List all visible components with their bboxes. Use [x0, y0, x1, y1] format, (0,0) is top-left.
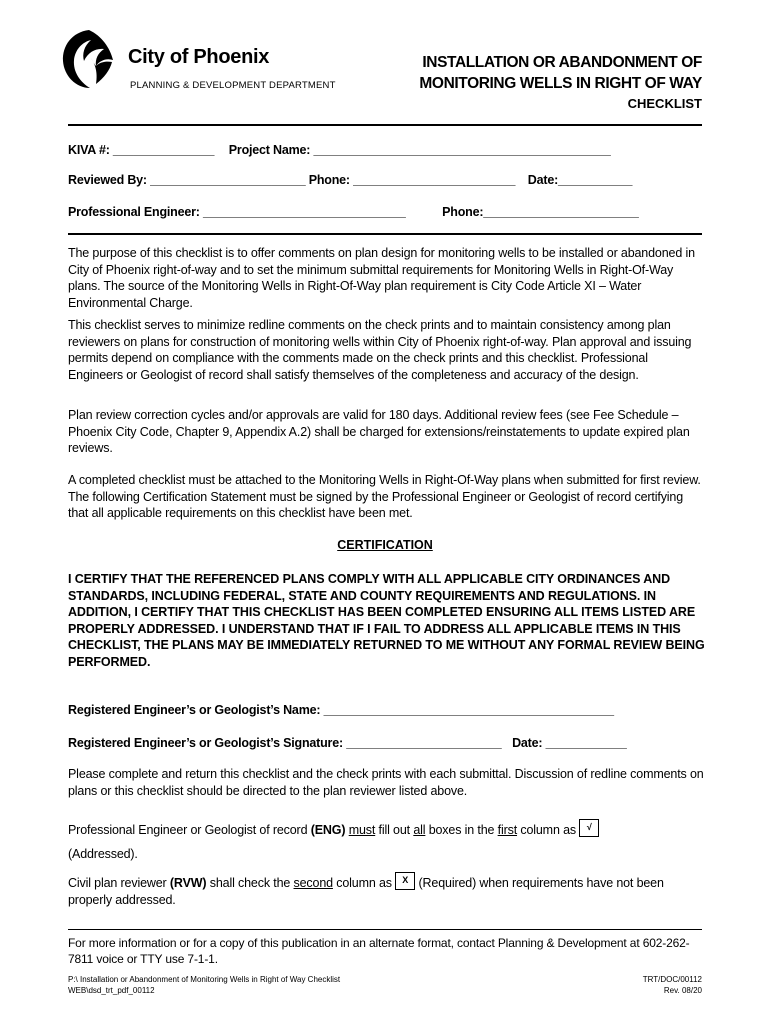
eng-text-3: boxes in the — [425, 823, 498, 837]
title-line-1: INSTALLATION OR ABANDONMENT OF — [422, 54, 702, 71]
eng-text: Professional Engineer or Geologist of record — [68, 823, 311, 837]
field-row-reviewed — [68, 173, 702, 187]
rvw-suffix: (Required) when requirements have not been properly addressed. — [68, 876, 664, 907]
document-title — [322, 52, 702, 94]
certification-statement: I CERTIFY THAT THE REFERENCED PLANS COMPLY WITH ALL APPLICABLE CITY ORDINANCES AND STANDARDS, INCLUDING FEDERAL, STATE AND COUNTY REQUIREMENTS AND REGULATIONS. IN ADDITION, I CERTIFY THAT THIS CHECKLIST HAS BEEN COMPLETED ENSURING ALL ITEMS LISTED ARE PROPERLY ADDRESSED. I UNDERSTAND THAT IF I FAIL TO ADDRESS ALL APPLICABLE ITEMS IN THIS CHECKLIST, THE PLANS MAY BE IMMEDIATELY RETURNED TO ME WITHOUT ANY FORMAL REVIEW BEING PERFORMED. — [68, 572, 705, 669]
phone-field-1[interactable]: Phone: ________________________ — [308, 173, 516, 187]
eng-suffix: (Addressed). — [68, 847, 138, 861]
dept-name: PLANNING & DEVELOPMENT DEPARTMENT — [130, 80, 336, 91]
certification-heading: CERTIFICATION — [337, 538, 433, 552]
engineer-name-field[interactable]: Registered Engineer’s or Geologist’s Name: ___________________________________________ — [68, 703, 614, 717]
signature-date-field[interactable]: Date: ____________ — [512, 736, 627, 750]
eng-first: first — [497, 823, 518, 837]
eng-text-4: column as — [517, 823, 580, 837]
attachment-paragraph: A completed checklist must be attached to the Monitoring Wells in Right-Of-Way plans when submitted for first review. The following Certification Statement must be signed by the Professional Engineer or Geologist of record certifying that all applicable requirements on this checklist have been met. — [68, 473, 701, 520]
rvw-text: Civil plan reviewer — [68, 876, 170, 890]
rvw-code: (RVW) — [169, 876, 207, 890]
date-field-1[interactable]: Date:___________ — [527, 173, 633, 187]
eng-must: must — [348, 823, 376, 837]
footer-rev: Rev. 08/20 — [663, 986, 702, 995]
required-checkbox-sample: X — [395, 872, 415, 890]
fields-divider — [68, 233, 702, 235]
rvw-text-3: column as — [332, 876, 396, 890]
title-line-2: MONITORING WELLS IN RIGHT OF WAY — [419, 75, 702, 92]
rvw-instructions — [68, 872, 704, 908]
footer-divider — [68, 929, 702, 930]
rvw-text-2: shall check the — [206, 876, 294, 890]
phoenix-bird-logo-icon — [60, 28, 118, 90]
kiva-field[interactable]: KIVA #: _______________ — [68, 143, 215, 157]
purpose-paragraph: The purpose of this checklist is to offer comments on plan design for monitoring wells to be installed or abandoned in City of Phoenix right-of-way and to set the minimum submittal requirements for Monitoring Wells in Right-Of-Way plans. The source of the Monitoring Wells in Right-Of-Way plan requirement is City Code Article XI – Water Environmental Charge. — [68, 246, 695, 310]
engineer-signature-field[interactable]: Registered Engineer’s or Geologist’s Signature: _______________________ — [68, 736, 502, 750]
footer-path: P:\ Installation or Abandonment of Monitoring Wells in Right of Way Checklist — [68, 975, 341, 984]
consistency-paragraph: This checklist serves to minimize redline comments on the check prints and to maintain consistency among plan reviewers on plans for construction of monitoring wells within City of Phoenix right-of-way. Plan approval and issuing permits depend on compliance with the comments made on the check prints and this checklist. Professional Engineers or Geologist of record shall satisfy themselves of the completeness and accuracy of the design. — [68, 318, 692, 382]
eng-all: all — [413, 823, 426, 837]
eng-text-2: fill out — [375, 823, 414, 837]
validity-paragraph: Plan review correction cycles and/or approvals are valid for 180 days. Additional review fees (see Fee Schedule – Phoenix City Code, Chapter 9, Appendix A.2) shall be charged for extensions/reinstatements to update expired plan reviews. — [68, 408, 690, 455]
addressed-checkbox-sample: √ — [579, 819, 599, 837]
phone-field-2[interactable]: Phone:_______________________ — [442, 205, 639, 219]
eng-code: (ENG) — [310, 823, 346, 837]
footer-doc-code: TRT/DOC/00112 — [642, 975, 702, 984]
org-name: City of Phoenix — [128, 46, 270, 68]
completion-instructions: Please complete and return this checklist and the check prints with each submittal. Discussion of redline comments on plans or this checklist should be directed to the plan reviewer listed above. — [68, 767, 704, 798]
field-row-kiva — [68, 143, 702, 157]
header-divider — [68, 124, 702, 126]
footer-web: WEB\dsd_trt_pdf_00112 — [68, 986, 155, 995]
footer-info: For more information or for a copy of this publication in an alternate format, contact Planning & Development at 602-262-7811 voice or TTY use 7-1-1. — [68, 936, 690, 966]
professional-engineer-field[interactable]: Professional Engineer: ______________________________ — [68, 205, 406, 219]
document-subtitle: CHECKLIST — [627, 96, 702, 111]
rvw-second: second — [293, 876, 333, 890]
field-row-engineer — [68, 205, 702, 219]
project-name-field[interactable]: Project Name: ____________________________________________ — [228, 143, 611, 157]
eng-instructions — [68, 818, 704, 866]
engineer-signature-row — [68, 736, 702, 750]
reviewed-by-field[interactable]: Reviewed By: _______________________ — [68, 173, 306, 187]
engineer-name-row — [68, 703, 702, 717]
